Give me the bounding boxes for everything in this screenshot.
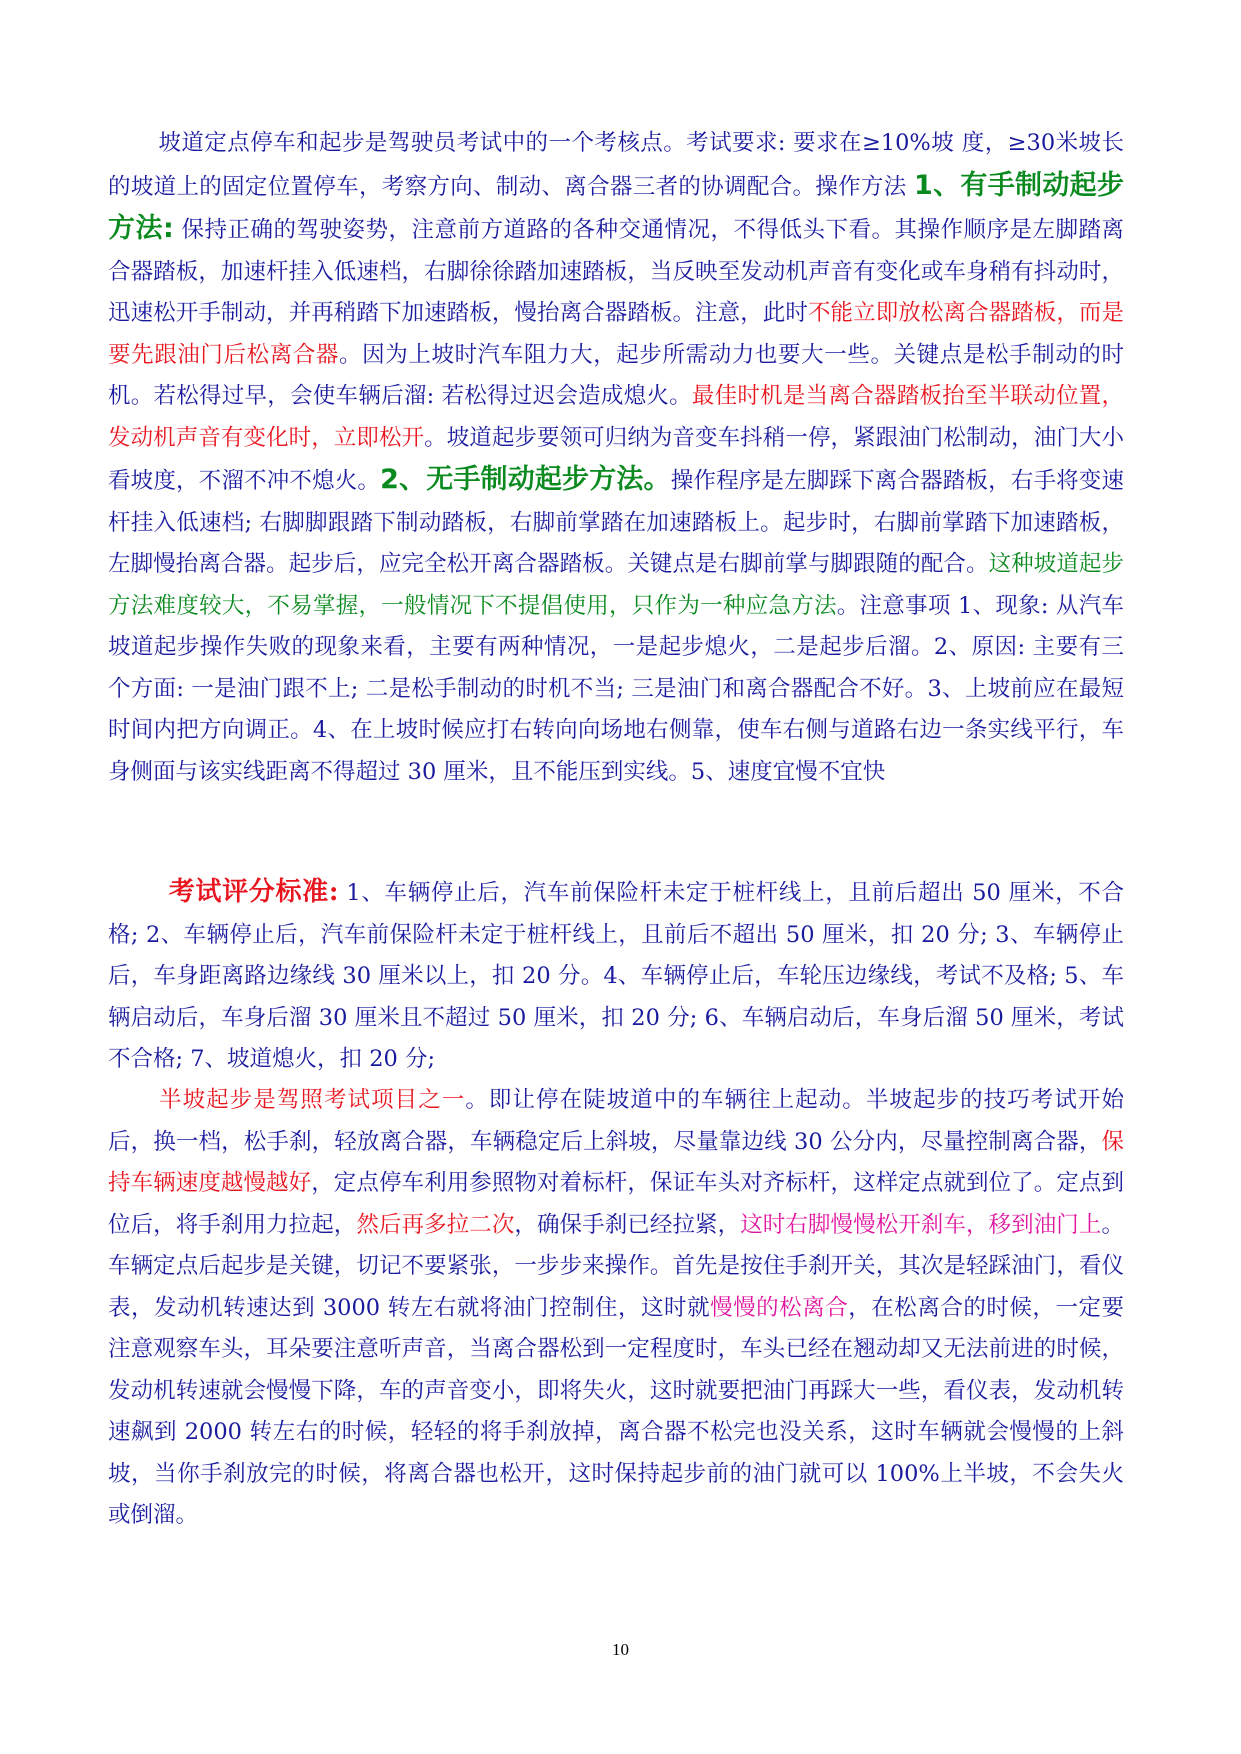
text-span: ，在松离合的时候，一定要注意观察车头，耳朵要注意听声音，当离合器松到一定程度时，车头已经在翘动却又无法前进的时候，发动机转速就会慢慢下降，车的声音变小，即将失火，这时就要把油门再踩大一些，看仪表，发动机转速飙到 2000 转左右的时候，轻轻的将手刹放掉，离合器不松完也没关系，这时车辆就会慢慢的上斜坡，当你手刹放完的时候，将离合器也松开，这时保持起步前的油门就可以 100%上半坡，不会失火或倒溜。 <box>108 1294 1124 1528</box>
highlight-magenta: 慢慢的松离合 <box>710 1294 849 1321</box>
text-span: ，确保手刹已经拉紧， <box>514 1211 741 1238</box>
text-span: 保持正确的驾驶姿势，注意前方道路的各种交通情况，不得低头下看。其操作顺序是左脚踏离合器踏板，加速杆挂入低速档，右脚徐徐踏加速踏板，当反映至发动机声音有变化或车身稍有抖动时，迅速松开手制动，并再稍踏下加速踏板，慢抬离合器踏板。注意，此时 <box>108 217 1124 326</box>
paragraph-hill-start-methods <box>108 123 1124 793</box>
highlight-red: 不能立即放松离合器踏板，而是要先跟油门后松离合器 <box>108 300 1124 368</box>
text-span: 。坡道起步要领可归纳为音变车抖稍一停，紧跟油门松制动，油门大小看坡度，不溜不冲不熄火。 <box>108 424 1124 494</box>
text-span: 。因为上坡时汽车阻力大，起步所需动力也要大一些。关键点是松手制动的时机。若松得过早，会使车辆后溜: 若松得过迟会造成熄火。 <box>108 341 1124 409</box>
paragraph-scoring-standard <box>108 872 1124 1081</box>
text-span: 。注意事项 1、现象: 从汽车坡道起步操作失败的现象来看，主要有两种情况，一是起步熄火，二是起步后溜。2、原因: 主要有三个方面: 一是油门跟不上; 二是松手制动的时机不当; 三是油门和离合器配合不好。3、上坡前应在最短时间内把方向调正。4、在上坡时候应打右转向向场地右侧靠，使车右侧与道路右边一条实线平行，车身侧面与该实线距离不得超过 30 厘米，且不能压到实线。5、速度宜慢不宜快 <box>108 592 1124 785</box>
highlight-red: 保持车辆速度越慢越好 <box>108 1128 1124 1196</box>
page-number: 10 <box>612 1640 629 1659</box>
heading-handbrake-method: 1、有手制动起步方法: <box>108 169 1124 244</box>
text-span: 操作程序是左脚踩下离合器踏板，右手将变速杆挂入低速档; 右脚脚跟踏下制动踏板，右脚前掌踏在加速踏板上。起步时，右脚前掌踏下加速踏板，左脚慢抬离合器。起步后，应完全松开离合器踏板。关键点是右脚前掌与脚跟随的配合。 <box>108 468 1124 577</box>
highlight-red: 最佳时机是当离合器踏板抬至半联动位置，发动机声音有变化时，立即松开 <box>108 383 1124 451</box>
heading-scoring-standard: 考试评分标准: <box>168 877 339 907</box>
heading-no-handbrake-method: 2、无手制动起步方法。 <box>380 464 671 495</box>
highlight-red: 半坡起步是驾照考试项目之一 <box>158 1087 466 1113</box>
highlight-green: 这种坡道起步方法难度较大，不易掌握，一般情况下不提倡使用，只作为一种应急方法 <box>108 551 1124 619</box>
text-span: 1、车辆停止后，汽车前保险杆未定于桩杆线上，且前后超出 50 厘米，不合格; 2、车辆停止后，汽车前保险杆未定于桩杆线上，且前后不超出 50 厘米，扣 20 分; 3、车辆停止后，车身距离路边缘线 30 厘米以上，扣 20 分。4、车辆停止后，车轮压边缘线，考试不及格; 5、车辆启动后，车身后溜 30 厘米且不超过 50 厘米，扣 20 分; 6、车辆启动后，车身后溜 50 厘米，考试不合格; 7、坡道熄火，扣 20 分; <box>108 880 1124 1072</box>
text-span: 坡道定点停车和起步是驾驶员考试中的一个考核点。考试要求: 要求在≥10%坡 度，≥30米坡长的坡道上的固定位置停车，考察方向、制动、离合器三者的协调配合。操作方法 <box>108 130 1124 200</box>
text-span: 。即让停在陡坡道中的车辆往上起动。半坡起步的技巧考试开始后，换一档，松手刹，轻放离合器，车辆稳定后上斜坡，尽量靠边线 30 公分内，尽量控制离合器， <box>108 1087 1124 1155</box>
text-span: 。车辆定点后起步是关键，切记不要紧张，一步步来操作。首先是按住手刹开关，其次是轻踩油门，看仪表，发动机转速达到 3000 转左右就将油门控制住，这时就 <box>108 1211 1124 1321</box>
highlight-magenta: 这时右脚慢慢松开刹车，移到油门上 <box>740 1211 1102 1238</box>
text-span: ，定点停车利用参照物对着标杆，保证车头对齐标杆，这样定点就到位了。定点到位后，将手刹用力拉起， <box>108 1170 1124 1238</box>
highlight-red: 然后再多拉二次 <box>356 1211 515 1238</box>
paragraph-half-slope-start <box>108 1080 1124 1537</box>
